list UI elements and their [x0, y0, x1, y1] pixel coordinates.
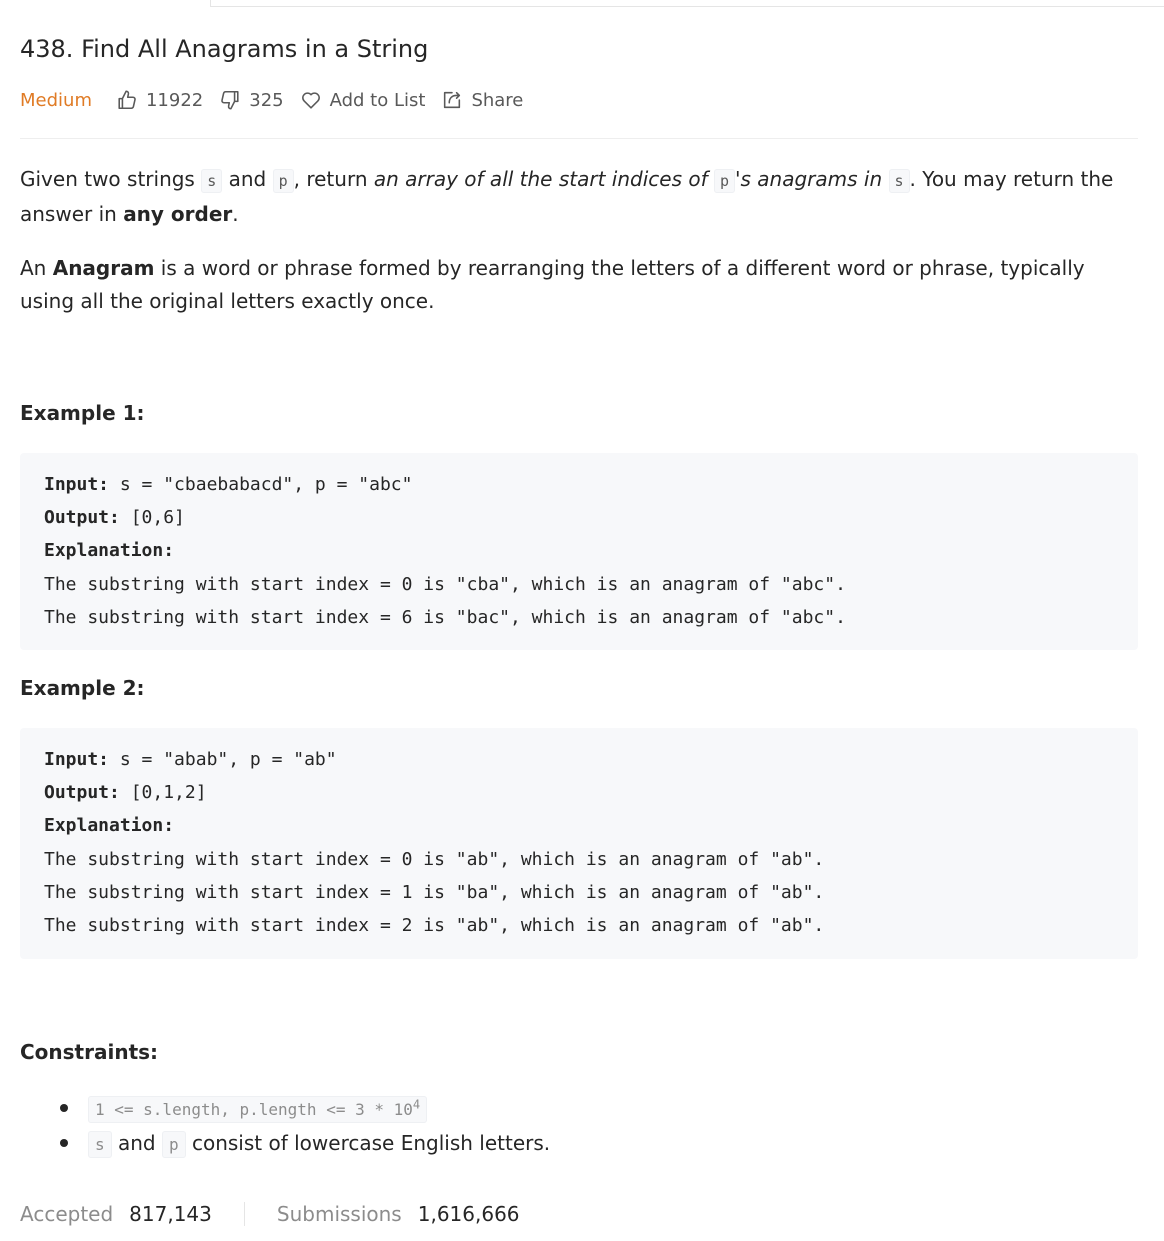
constraint-item — [60, 1127, 550, 1159]
constraint-text: and — [111, 1131, 162, 1155]
output-value: [0,6] — [119, 507, 185, 528]
example-2-title: Example 2: — [20, 676, 145, 700]
desc-text: An — [20, 256, 53, 280]
desc-text: Given two strings — [20, 167, 202, 191]
constraint-text: consist of lowercase English letters. — [185, 1131, 551, 1155]
explanation-line: The substring with start index = 1 is "ba", which is an anagram of "ab". — [44, 882, 825, 903]
like-count: 11922 — [145, 89, 204, 111]
description-paragraph-1 — [20, 163, 1138, 231]
like-button[interactable] — [116, 89, 203, 111]
input-label: Input: — [44, 749, 110, 770]
example-1-title: Example 1: — [20, 401, 145, 425]
bullet-dot — [60, 1139, 68, 1147]
thumbs-up-icon — [116, 89, 138, 111]
explanation-line: The substring with start index = 6 is "bac", which is an anagram of "abc". — [44, 607, 846, 628]
description-paragraph-2 — [20, 252, 1138, 318]
accepted-value: 817,143 — [129, 1202, 212, 1226]
tab-underline — [211, 6, 1164, 7]
example-1-block — [20, 453, 1138, 650]
output-label: Output: — [44, 507, 120, 528]
share-icon — [441, 89, 463, 111]
example-output-line — [44, 782, 207, 804]
inline-code: s — [889, 169, 910, 193]
desc-italic: 's anagrams in — [735, 167, 889, 191]
difficulty-badge: Medium — [20, 89, 92, 111]
inline-code: p — [273, 169, 294, 193]
output-value: [0,1,2] — [119, 782, 207, 803]
constraint-code-text: 1 <= s.length, p.length <= 3 * 10 — [95, 1100, 413, 1119]
add-to-list-button[interactable] — [300, 89, 426, 111]
desc-text: , return — [293, 167, 374, 191]
share-label: Share — [471, 89, 524, 111]
inline-code: s — [88, 1131, 112, 1158]
example-explanation-label — [44, 540, 174, 562]
thumbs-down-icon — [219, 89, 241, 111]
add-to-list-label: Add to List — [329, 89, 426, 111]
desc-text: is a word or phrase formed by rearranging the letters of a different word or phrase, typically using all the original letters exactly once. — [20, 256, 1085, 313]
constraint-item — [60, 1092, 427, 1124]
constraints-title: Constraints: — [20, 1040, 159, 1064]
dislike-button[interactable] — [219, 89, 283, 111]
desc-bold: Anagram — [52, 256, 155, 280]
input-value: s = "abab", p = "ab" — [109, 749, 337, 770]
inline-code: p — [162, 1131, 186, 1158]
explanation-label: Explanation: — [44, 540, 175, 561]
inline-code: s — [201, 169, 222, 193]
input-label: Input: — [44, 474, 110, 495]
inline-code: p — [714, 169, 735, 193]
explanation-line: The substring with start index = 2 is "ab", which is an anagram of "ab". — [44, 915, 825, 936]
example-input-line — [44, 474, 412, 496]
share-button[interactable] — [441, 89, 523, 111]
desc-text: . You may return the answer in — [20, 167, 1114, 226]
accepted-label: Accepted — [20, 1202, 114, 1226]
input-value: s = "cbaebabacd", p = "abc" — [109, 474, 413, 495]
problem-meta-bar — [20, 86, 539, 114]
stats-divider — [244, 1202, 245, 1226]
constraint-code — [88, 1096, 427, 1123]
example-input-line — [44, 749, 337, 771]
explanation-label: Explanation: — [44, 815, 175, 836]
example-output-line — [44, 507, 185, 529]
submission-stats — [20, 1200, 520, 1228]
dislike-count: 325 — [249, 89, 284, 111]
submissions-label: Submissions — [276, 1202, 402, 1226]
example-explanation-label — [44, 815, 174, 837]
example-2-block — [20, 728, 1138, 959]
desc-italic: an array of all the start indices of — [373, 167, 714, 191]
problem-title: 438. Find All Anagrams in a String — [20, 35, 429, 63]
top-tab-strip — [0, 0, 1164, 7]
heart-icon — [300, 89, 322, 111]
desc-bold: any order — [123, 202, 233, 226]
explanation-line: The substring with start index = 0 is "ab", which is an anagram of "ab". — [44, 849, 825, 870]
submissions-value: 1,616,666 — [417, 1202, 520, 1226]
output-label: Output: — [44, 782, 120, 803]
explanation-line: The substring with start index = 0 is "cba", which is an anagram of "abc". — [44, 574, 846, 595]
desc-text: and — [222, 167, 273, 191]
header-divider — [20, 138, 1138, 139]
bullet-dot — [60, 1104, 68, 1112]
constraint-exponent: 4 — [412, 1097, 421, 1112]
desc-text: . — [232, 202, 239, 226]
